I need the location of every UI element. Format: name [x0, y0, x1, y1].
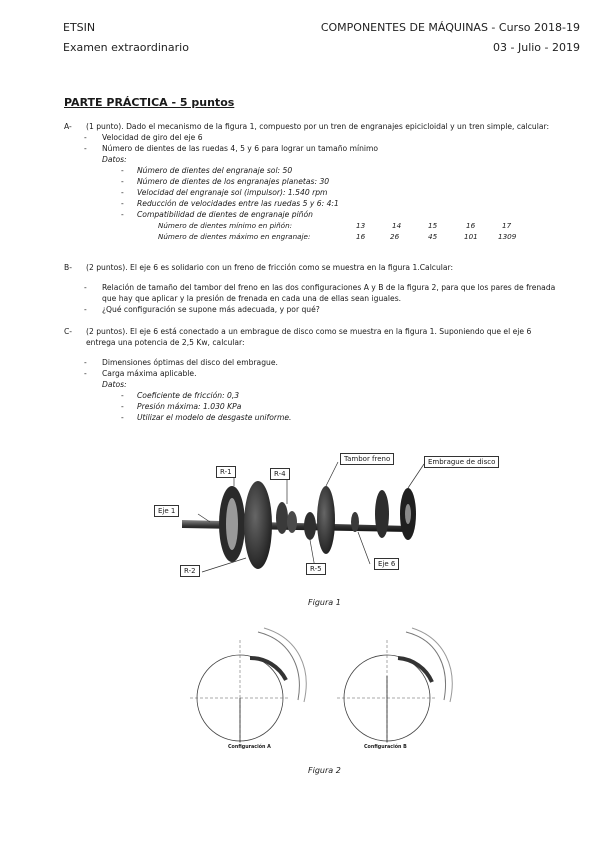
table-cell: 14 — [392, 221, 402, 230]
question-b-item: que hay que aplicar y la presión de frenada en cada una de ellas sean iguales. — [102, 294, 402, 303]
bullet: - — [84, 358, 87, 367]
label-tambor-freno: Tambor freno — [340, 453, 394, 465]
bullet: - — [121, 188, 124, 197]
bullet: - — [121, 177, 124, 186]
figure-1-gear-train — [150, 448, 510, 593]
question-b-item: ¿Qué configuración se supone más adecuada, y por qué? — [102, 305, 320, 314]
table-cell: 45 — [428, 232, 438, 241]
question-c-data-item: Presión máxima: 1.030 KPa — [137, 402, 242, 411]
question-a-data-item: Compatibilidad de dientes de engranaje piñón — [137, 210, 313, 219]
bullet: - — [84, 305, 87, 314]
gear-r5 — [304, 512, 316, 540]
section-title: PARTE PRÁCTICA - 5 puntos — [64, 96, 235, 109]
table-cell: 16 — [466, 221, 476, 230]
question-c-intro: entrega una potencia de 2,5 Kw, calcular: — [86, 338, 245, 347]
label-r1: R-1 — [216, 466, 236, 478]
table-cell: 17 — [502, 221, 512, 230]
bullet: - — [121, 199, 124, 208]
figure-2-caption: Figura 2 — [308, 766, 341, 775]
table-cell: 16 — [356, 232, 366, 241]
question-a-data-item: Número de dientes de los engranajes planetas: 30 — [137, 177, 330, 186]
question-c-data-item: Utilizar el modelo de desgaste uniforme. — [137, 413, 292, 422]
question-a-intro: (1 punto). Dado el mecanismo de la figura 1, compuesto por un tren de engranajes epicicloidal y un tren simple, calcular: — [86, 122, 550, 131]
question-b-marker: B- — [64, 263, 72, 272]
clutch-disc — [375, 490, 389, 538]
bullet: - — [84, 144, 87, 153]
gear-r2 — [244, 481, 272, 569]
question-b-intro: (2 puntos). El eje 6 es solidario con un freno de fricción como se muestra en la figura 1.Calcular: — [86, 263, 454, 272]
brake-drum — [317, 486, 335, 554]
label-r2: R-2 — [180, 565, 200, 577]
bullet: - — [121, 413, 124, 422]
table-cell: 13 — [356, 221, 366, 230]
label-r4: R-4 — [270, 468, 290, 480]
question-c-data-label: Datos: — [102, 380, 127, 389]
question-a-marker: A- — [64, 122, 72, 131]
question-a-data-item: Velocidad del engranaje sol (impulsor): 1.540 rpm — [137, 188, 328, 197]
label-eje1: Eje 1 — [154, 505, 179, 517]
table-cell: 15 — [428, 221, 438, 230]
exam-date: 03 - Julio - 2019 — [493, 41, 580, 54]
gear-r4 — [276, 502, 288, 534]
config-a-label: Configuración A — [228, 745, 271, 750]
school-name: ETSIN — [63, 21, 96, 34]
bullet: - — [121, 402, 124, 411]
table-row-label: Número de dientes mínimo en piñón: — [158, 221, 293, 230]
course-title: COMPONENTES DE MÁQUINAS - Curso 2018-19 — [320, 21, 580, 34]
question-c-intro: (2 puntos). El eje 6 está conectado a un embrague de disco como se muestra en la figura 1. Suponiendo que el eje 6 — [86, 327, 532, 336]
question-a-data-item: Número de dientes del engranaje sol: 50 — [137, 166, 293, 175]
brake-shoe-b — [398, 658, 432, 682]
label-embrague-disco: Embrague de disco — [424, 456, 499, 468]
question-a-item: Velocidad de giro del eje 6 — [102, 133, 203, 142]
table-cell: 26 — [390, 232, 400, 241]
question-c-data-item: Coeficiente de fricción: 0,3 — [137, 391, 240, 400]
bullet: - — [121, 166, 124, 175]
bullet: - — [84, 369, 87, 378]
config-b-label: Configuración B — [364, 745, 407, 750]
figure-1-caption: Figura 1 — [308, 598, 341, 607]
question-a-data-item: Reducción de velocidades entre las ruedas 5 y 6: 4:1 — [137, 199, 339, 208]
question-c-marker: C- — [64, 327, 73, 336]
figure-2-brake-configs — [180, 620, 470, 750]
question-c-item: Dimensiones óptimas del disco del embrague. — [102, 358, 278, 367]
table-row-label: Número de dientes máximo en engranaje: — [158, 232, 311, 241]
question-c-item: Carga máxima aplicable. — [102, 369, 197, 378]
table-cell: 1309 — [498, 232, 517, 241]
bullet: - — [84, 283, 87, 292]
exam-type: Examen extraordinario — [63, 41, 189, 54]
label-eje6: Eje 6 — [374, 558, 399, 570]
label-r5: R-5 — [306, 563, 326, 575]
question-a-data-label: Datos: — [102, 155, 127, 164]
brake-shoe-a — [250, 658, 286, 680]
question-b-item: Relación de tamaño del tambor del freno en las dos configuraciones A y B de la figura 2, para que los pares de frenada — [102, 283, 556, 292]
bullet: - — [84, 133, 87, 142]
table-cell: 101 — [464, 232, 478, 241]
bullet: - — [121, 391, 124, 400]
question-a-item: Número de dientes de las ruedas 4, 5 y 6 para lograr un tamaño mínimo — [102, 144, 379, 153]
bullet: - — [121, 210, 124, 219]
